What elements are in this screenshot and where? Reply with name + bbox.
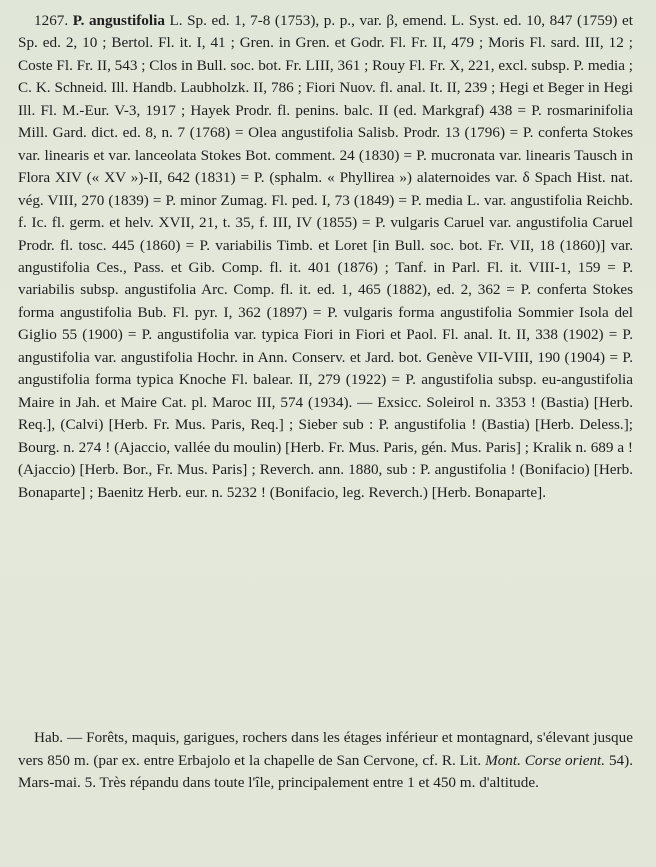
synonymy-paragraph <box>18 10 633 504</box>
habitat-text: Hab. — Forêts, maquis, garigues, rochers dans les étages inférieur et montagnard, s'élevant jusque vers 850 m. (par ex. entre Erbajolo et la chapelle de San Cervone, cf. R. Lit. <box>18 729 633 769</box>
entry-number: 1267. <box>34 12 69 29</box>
habitat-paragraph <box>18 727 633 795</box>
habitat-text-end: 54). Mars-mai. 5. Très répandu dans toute l'île, principalement entre 1 et 450 m. d'altitude. <box>18 751 633 792</box>
habitat-reference: Mont. Corse orient. <box>485 751 606 769</box>
species-name: P. angustifolia <box>72 12 165 29</box>
synonymy-text: L. Sp. ed. 1, 7-8 (1753), p. p., var. β, emend. L. Syst. ed. 10, 847 (1759) et Sp. ed. 2, 10 ; Bertol. Fl. it. I, 41 ; Gren. in Gren. et Godr. Fl. Fr. II, 479 ; Moris Fl. sard. III, 12 ; Coste Fl. Fr. II, 543 ; Clos in Bull. soc. bot. Fr. LIII, 361 ; Rouy Fl. Fr. X, 221, excl. subsp. P. media ; C. K. Schneid. Ill. Handb. Laubholzk. II, 786 ; Fiori Nuov. fl. anal. It. II, 239 ; Hegi et Beger in Hegi Ill. Fl. M.-Eur. V-3, 1917 ; Hayek Prodr. fl. penins. balc. II (ed. Markgraf) 438 = P. rosmarinifolia Mill. Gard. dict. ed. 8, n. 7 (1768) = Olea angustifolia Salisb. Prodr. 13 (1796) = P. conferta Stokes var. linearis et var. lanceolata Stokes Bot. comment. 24 (1830) = P. mucronata var. linearis Tausch in Flora XIV (« XV »)-II, 642 (1831) = P. (sphalm. « Phyllirea ») alaternoides var. δ Spach Hist. nat. vég. VIII, 270 (1839) = P. minor Zumag. Fl. ped. I, 73 (1849) = P. media L. var. angustifolia Reichb. f. Ic. fl. germ. et helv. XVII, 21, t. 35, f. III, IV (1855) = P. vulgaris Caruel var. angustifolia Caruel Prodr. fl. tosc. 445 (1860) = P. variabilis Timb. et Loret [in Bull. soc. bot. Fr. VII, 18 (1860)] var. angustifolia Ces., Pass. et Gib. Comp. fl. it. 401 (1876) ; Tanf. in Parl. Fl. it. VIII-1, 159 = P. variabilis subsp. angustifolia Arc. Comp. fl. it. ed. 1, 465 (1882), ed. 2, 362 = P. conferta Stokes forma angustifolia Bub. Fl. pyr. I, 362 (1897) = P. vulgaris forma angustifolia Sommier Isola del Giglio 55 (1900) = P. angustifolia var. typica Fiori in Fiori et Paol. Fl. anal. It. II, 338 (1902) = P. angustifolia var. angustifolia Hochr. in Ann. Conserv. et Jard. bot. Genève VII-VIII, 190 (1904) = P. angustifolia forma typica Knoche Fl. balear. II, 279 (1922) = P. angustifolia subsp. eu-angustifolia Maire in Jah. et Maire Cat. pl. Maroc III, 574 (1934). — Exsicc. Soleirol n. 3353 ! (Bastia) [Herb. Req.], (Calvi) [Herb. Fr. Mus. Paris, Req.] ; Sieber sub : P. angustifolia ! (Bastia) [Herb. Deless.]; Bourg. n. 274 ! (Ajaccio, vallée du moulin) [Herb. Fr. Mus. Paris, gén. Mus. Paris] ; Kralik n. 689 a ! (Ajaccio) [Herb. Bor., Fr. Mus. Paris] ; Reverch. ann. 1880, sub : P. angustifolia ! (Bonifacio) [Herb. Bonaparte] ; Baenitz Herb. eur. n. 5232 ! (Bonifacio, leg. Reverch.) [Herb. Bonaparte]. <box>18 12 633 501</box>
